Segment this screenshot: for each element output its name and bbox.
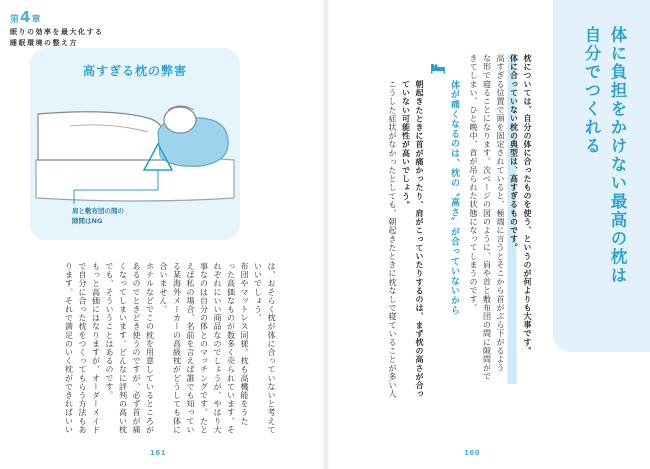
chapter-badge (10, 8, 180, 26)
chapter-subtitle-1: 眠りの効率を最大化する (10, 28, 104, 36)
right-page (326, 0, 650, 469)
left-page-body (62, 262, 278, 442)
illustration-note (72, 206, 192, 226)
chapter-number: 4 (20, 8, 32, 26)
right-line-1: 枕については、自分の体に合ったものを使う、というのが何よりも大事です。 (523, 54, 532, 355)
headline-line-2: 自分でつくれる (582, 26, 601, 156)
left-line-7: えば私の場合、名前を言えば誰でも知ってい (186, 262, 195, 434)
left-line-15: で自分に合った枕をつくってもらう方法もあ (78, 262, 87, 434)
chapter-label: 第 (10, 15, 21, 25)
left-line-8: る某海外メーカーの高級枕がどうしても体に (172, 262, 182, 434)
illustration-note-line-2: 隙間はNG (72, 217, 103, 225)
left-line-11: あるのでときどき使うのですが、必ず首が痛 (132, 262, 141, 434)
left-line-2: いいでしょう。 (253, 262, 263, 323)
left-line-4: った高価なものが数多く売られています。そ (226, 262, 236, 434)
right-line-2: 体に合っていない枕の典型は、高すぎるものです。 (507, 54, 521, 384)
illustration-box (30, 48, 240, 240)
headline-line-1: 体に負担をかけない最高の枕は (608, 26, 627, 285)
right-line-8: こうした症状がなかったとしても、朝起きたときに枕なしで寝ていることが多い人 (388, 80, 397, 399)
chapter-header (10, 8, 180, 48)
left-line-1: は、おそらく枕が体に合っていないと考えて (267, 262, 276, 434)
left-line-3: 布団やマットレス同様、枕も高機能をうた (240, 262, 249, 426)
left-line-5: れぞれにいい商品なのでしょうが、やはり大 (213, 262, 222, 434)
page-headline (578, 26, 630, 285)
right-line-4: な形で寝ることになります。次ページの図のように、肩や首と敷布団の間に隙間がで (482, 54, 492, 381)
chapter-subtitle-2: 睡眠環境の整え方 (10, 39, 78, 47)
chapter-suffix: 章 (31, 15, 42, 25)
left-line-13: でも、そういうことはあるのです。 (105, 262, 114, 400)
right-line-5: きてしまい、ひと晩中、首が吊られた状態になってしまうのです。 (469, 54, 478, 312)
left-line-6: 事なのは自分の体とのマッチングです。たと (199, 262, 209, 434)
left-line-9: 合いません。 (159, 262, 168, 314)
right-line-6: 朝起きたときに首が痛かったり、肩がこっていたりするのは、まず枕の高さが合っ (415, 80, 424, 399)
right-line-3: 高すぎる位置で頭を固定されていると、極端に言うとそこから首がぶら下がるよう (496, 54, 505, 373)
bed-icon (430, 62, 446, 74)
subheading-pillow-height: 体が痛くなるのは、枕の〝高さ〟が合っていないから (449, 80, 459, 316)
headline-panel (553, 0, 650, 352)
left-line-16: ります。それで満足のいく枕ができればいい (64, 262, 74, 434)
page-number-left: 161 (150, 449, 167, 457)
illustration-title: 高すぎる枕の弊害 (82, 64, 187, 78)
right-page-body-1 (467, 54, 535, 384)
right-line-7: ていない可能性が高いでしょう。 (401, 80, 411, 209)
left-line-10: ホテルなどでこの枕を用意しているところが (145, 262, 155, 434)
page-number-right: 160 (464, 449, 481, 457)
left-line-14: もっと高価にはなりますが、オーダーメイド (91, 262, 101, 434)
right-page-body-2 (386, 80, 427, 399)
left-line-12: くなってしまいます。どんなに評判の高い枕 (118, 262, 128, 434)
illustration-note-line-1: 肩と敷布団の間の (72, 207, 124, 215)
